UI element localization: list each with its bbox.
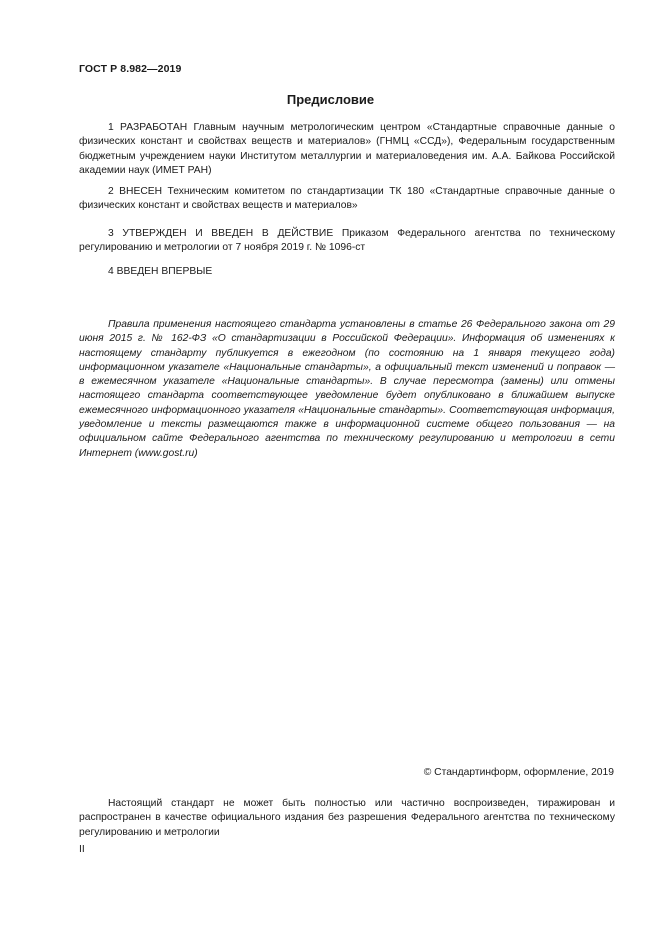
paragraph-approved <box>79 227 615 256</box>
paragraph-text: 4 ВВЕДЕН ВПЕРВЫЕ <box>108 266 213 277</box>
paragraph-introduced <box>79 185 615 214</box>
page-number: II <box>79 844 85 855</box>
reproduction-text: Настоящий стандарт не может быть полностью или частично воспроизведен, тиражирован и распространен в качестве официального издания без разрешения Федерального агентства по техническому регулированию и метрологии <box>79 798 615 838</box>
paragraph-text: 3 УТВЕРЖДЕН И ВВЕДЕН В ДЕЙСТВИЕ Приказом Федерального агентства по техническому регулированию и метрологии от 7 ноября 2019 г. № 1096-ст <box>79 228 615 254</box>
section-title: Предисловие <box>286 92 375 107</box>
notice-text: Правила применения настоящего стандарта установлены в статье 26 Федерального закона от 29 июня 2015 г. № 162-ФЗ «О стандартизации в Российской Федерации». Информация об изменениях к настоящему стандарту публикуется в ежегодном (по состоянию на 1 января текущего года) информационном указателе «Национальные стандарты», а официальный текст изменений и поправок — в ежемесячном указателе «Национальные стандарты». В случае пересмотра (замены) или отмены настоящего стандарта соответствующее уведомление будет опубликовано в ближайшем выпуске ежемесячного информационного указателя «Национальные стандарты». Соответствующая информация, уведомление и тексты размещаются также в информационной системе общего пользования — на официальном сайте Федерального агентства по техническому регулированию и метрологии в сети Интернет (www.gost.ru) <box>79 319 615 459</box>
paragraph-text: 1 РАЗРАБОТАН Главным научным метрологическим центром «Стандартные справочные данные о физических констант и свойствах веществ и материалов» (ГНМЦ «ССД»), Федеральным государственным бюджетным учреждением науки Институтом металлургии и материаловедения им. А.А. Байкова Российской академии наук (ИМЕТ РАН) <box>79 122 615 176</box>
paragraph-developed <box>79 121 615 178</box>
reproduction-notice <box>79 797 615 840</box>
copyright-line: © Стандартинформ, оформление, 2019 <box>423 767 614 778</box>
paragraph-first-introduced <box>79 265 615 279</box>
standard-application-notice <box>79 318 615 461</box>
document-code: ГОСТ Р 8.982—2019 <box>79 63 182 75</box>
paragraph-text: 2 ВНЕСЕН Техническим комитетом по стандартизации ТК 180 «Стандартные справочные данные о физических констант и свойствах веществ и материалов» <box>79 186 615 212</box>
